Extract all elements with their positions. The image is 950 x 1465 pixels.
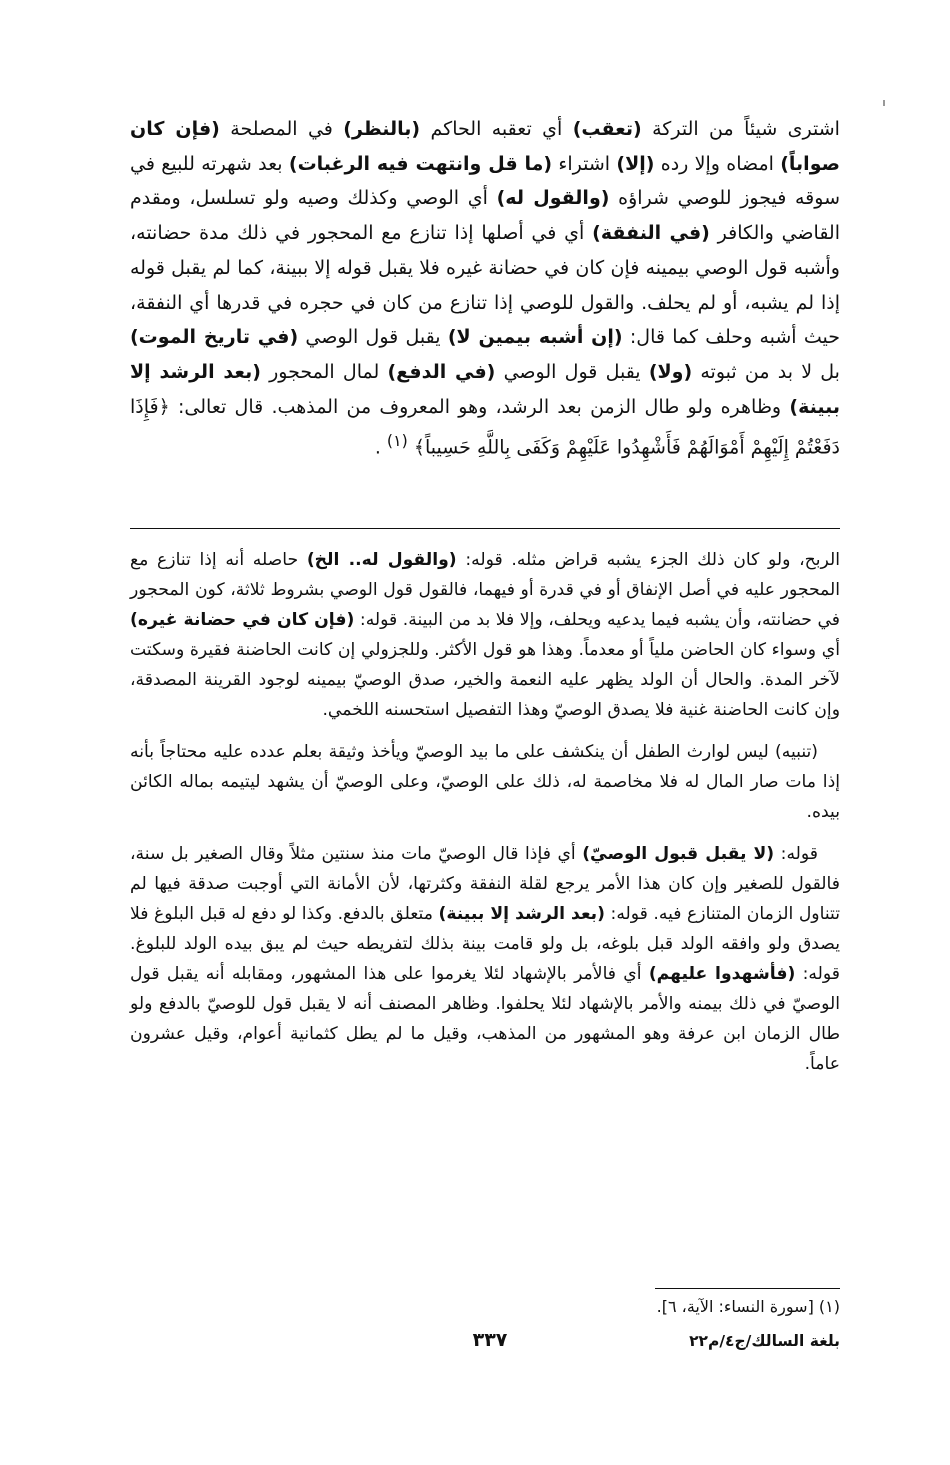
commentary-segment: متعلق بالدفع. وكذا لو دفع له قبل البلوغ فلا يصدق ولو وافقه الولد قبل بلوغه، بل ولو قامت بينة بذلك لتفريطه حيث لم يبق بيده الولد للبلوغ. قوله:	[130, 904, 840, 984]
commentary-note-paragraph: (تنبيه) ليس لوارث الطفل أن ينكشف على ما بيد الوصيّ ويأخذ وثيقة بعلم عدده عليه محتاجاً بأنه إذا مات صار المال له فلا مخاصمة له، ذلك على الوصيّ، وعلى الوصيّ أن يشهد ليتيمه بماله الكائن بيده.	[130, 742, 840, 822]
main-text-segment: اشتراء	[552, 152, 611, 175]
commentary-quote: (فأشهدوا عليهم)	[648, 964, 796, 984]
main-text-segment: أي في أصلها إذا تنازع مع المحجور في ذلك مدة حضانته، وأشبه قول الوصي بيمينه فإن كان في حضانة غيره فلا يقبل قوله إلا ببينة، كما لم يقبل قوله إذا لم يشبه، أو لم يحلف. والقول للوصي إذا تنازع من كان في حجره في قدرها أي النفقة، حيث أشبه وحلف كما قال:	[130, 222, 840, 349]
quran-verse: ﴿فَإِذَا دَفَعْتُمْ إِلَيْهِمْ أَمْوَالَهُمْ فَأَشْهِدُوا عَلَيْهِمْ وَكَفَى بِاللَّهِ حَسِيباً﴾	[130, 395, 840, 459]
main-text-segment: يقبل قول الوصي	[298, 326, 441, 349]
commentary-segment: أي وسواء كان الحاضن ملياً أو معدماً. وهذا هو قول الأكثر. وللجزولي إن كانت الحاضنة فقيرة وسكتت لآخر المدة. والحال أن الولد يظهر عليه النعمة والخير، صدق الوصيّ بيمينه لوجود القرينة المصدقة، وإن كانت الحاضنة غنية فلا يصدق الوصيّ وهذا التفصيل استحسنه اللخمي.	[130, 640, 840, 720]
commentary-quote: (والقول له.. الخ)	[306, 550, 457, 570]
main-text-segment: بل لا بد من ثبوته	[692, 360, 840, 383]
matn-quote: (فإن كان صواباً)	[130, 118, 840, 175]
commentary-separator	[130, 528, 840, 529]
page-footer	[130, 1329, 840, 1362]
commentary-paragraph	[130, 839, 840, 1079]
running-title: بلغة السالك/ج٤/م٢٢	[689, 1332, 840, 1350]
matn-quote: (إن أشبه بيمين لا)	[447, 326, 623, 349]
commentary-segment: الربح، ولو كان ذلك الجزء يشبه قراض مثله. قوله:	[456, 550, 841, 570]
main-text-segment: في المصلحة	[219, 118, 333, 140]
commentary-segment: حاصله أنه إذا تنازع مع المحجور عليه في أصل الإنفاق أو في قدرة أو فيهما، فالقول قول الوصي بشروط ثلاثة، كون المحجور في حضانته، وأن يشبه فيما يدعيه ويحلف، وإلا فلا بد من البينة. قوله:	[130, 550, 840, 630]
main-text-segment: بعد شهرته للبيع في سوقه فيجوز للوصي شراؤه	[130, 152, 840, 210]
main-text	[130, 112, 840, 465]
matn-quote: (ولا)	[648, 360, 693, 383]
commentary-quote: (لا يقبل قبول الوصيّ)	[582, 844, 775, 864]
matn-quote: (إلا)	[616, 152, 655, 175]
margin-mark	[883, 100, 885, 106]
matn-quote: (تعقب)	[572, 118, 642, 140]
commentary-paragraph	[130, 545, 840, 725]
matn-quote: (بالنظر)	[343, 118, 421, 140]
commentary-segment: أي فالأمر بالإشهاد لئلا يغرموا على هذا المشهور، ومقابله أنه يقبل قول الوصيّ في ذلك بيمنه والأمر بالإشهاد لئلا يحلفوا. وظاهر المصنف أنه لا يقبل قول للوصيّ بالدفع ولو طال الزمان ابن عرفة وهو المشهور من المذهب، وقيل ما لم يطل كثمانية أعوام، وقيل عشرون عاماً.	[130, 964, 840, 1074]
footnote-ref[interactable]: (١)	[386, 431, 408, 451]
matn-quote: (في النفقة)	[592, 222, 710, 245]
commentary	[130, 545, 840, 1091]
main-text-segment: أي الوصي وكذلك وصيه ولو تسلسل، ومقدم القاضي والكافر	[130, 187, 841, 245]
main-text-segment: وظاهره ولو طال الزمن بعد الرشد، وهو المعروف من المذهب. قال تعالى:	[169, 395, 782, 418]
commentary-quote: (فإن كان في حضانة غيره)	[130, 610, 355, 630]
main-text-segment: امضاه وإلا رده	[654, 152, 774, 175]
matn-quote: (في تاريخ الموت)	[130, 326, 299, 349]
main-text-segment: .	[374, 436, 381, 459]
commentary-quote: (بعد الرشد إلا ببينة)	[438, 904, 605, 924]
page-number: ٣٣٧	[472, 1329, 508, 1351]
matn-quote: (بعد الرشد إلا ببينة)	[130, 360, 841, 418]
main-text-segment: أي تعقبه الحاكم	[420, 118, 563, 140]
matn-quote: (والقول له)	[496, 187, 610, 210]
commentary-segment: قوله:	[774, 844, 818, 864]
main-text-segment: لمال المحجور	[260, 360, 380, 383]
commentary-segment: أي فإذا قال الوصيّ مات منذ سنتين مثلاً وقال الصغير بل سنة، فالقول للصغير وإن كان هذا الأمر يرجع لقلة النفقة وكثرتها، لأن الأمانة التي أوجبت صدقة فيها لم تتناول الزمان المتنازع فيه. قوله:	[130, 844, 840, 924]
main-text-segment: اشترى شيئاً من التركة	[641, 118, 840, 140]
matn-quote: (ما قل وانتهت فيه الرغبات)	[288, 152, 553, 175]
footnote-separator	[655, 1288, 840, 1289]
main-text-segment: يقبل قول الوصي	[495, 360, 641, 383]
footnote: (١) [سورة النساء: الآية، ٦].	[656, 1297, 840, 1316]
matn-quote: (في الدفع)	[387, 360, 496, 383]
